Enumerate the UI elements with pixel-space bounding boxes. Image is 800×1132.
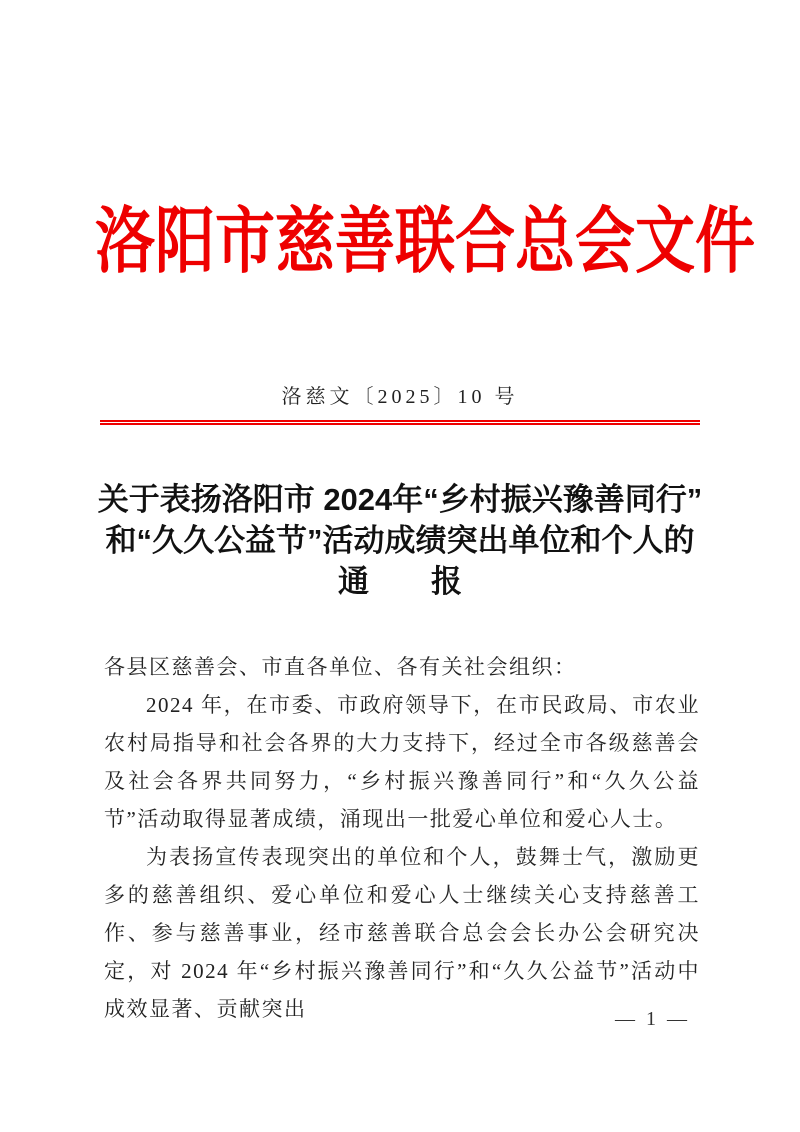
doc-title-line-1: 关于表扬洛阳市 2024年“乡村振兴豫善同行” (97, 482, 703, 517)
red-separator-line (100, 420, 700, 425)
doc-title-line-2: 和“久久公益节”活动成绩突出单位和个人的 (105, 523, 695, 558)
body-paragraph-2: 为表扬宣传表现突出的单位和个人，鼓舞士气，激励更多的慈善组织、爱心单位和爱心人士继续关心支持慈善工作、参与慈善事业，经市慈善联合总会会长办公会研究决定，对 2024 年“乡村振兴豫善同行”和“久久公益节”活动中成效显著、贡献突出 (104, 845, 701, 1021)
page-number: — 1 — (615, 1008, 690, 1030)
doc-number: 洛慈文〔2025〕10 号 (281, 386, 519, 408)
doc-title (90, 479, 710, 602)
letterhead-title: 洛阳市慈善联合总会文件 (95, 201, 755, 282)
salutation: 各县区慈善会、市直各单位、各有关社会组织： (104, 655, 577, 679)
doc-title-line-3: 通 报 (338, 564, 462, 599)
body-paragraph-1: 2024 年，在市委、市政府领导下，在市民政局、市农业农村局指导和社会各界的大力支持下，经过全市各级慈善会及社会各界共同努力，“乡村振兴豫善同行”和“久久公益节”活动取得显著成绩，涌现出一批爱心单位和爱心人士。 (104, 693, 700, 831)
document-body (104, 648, 700, 1028)
